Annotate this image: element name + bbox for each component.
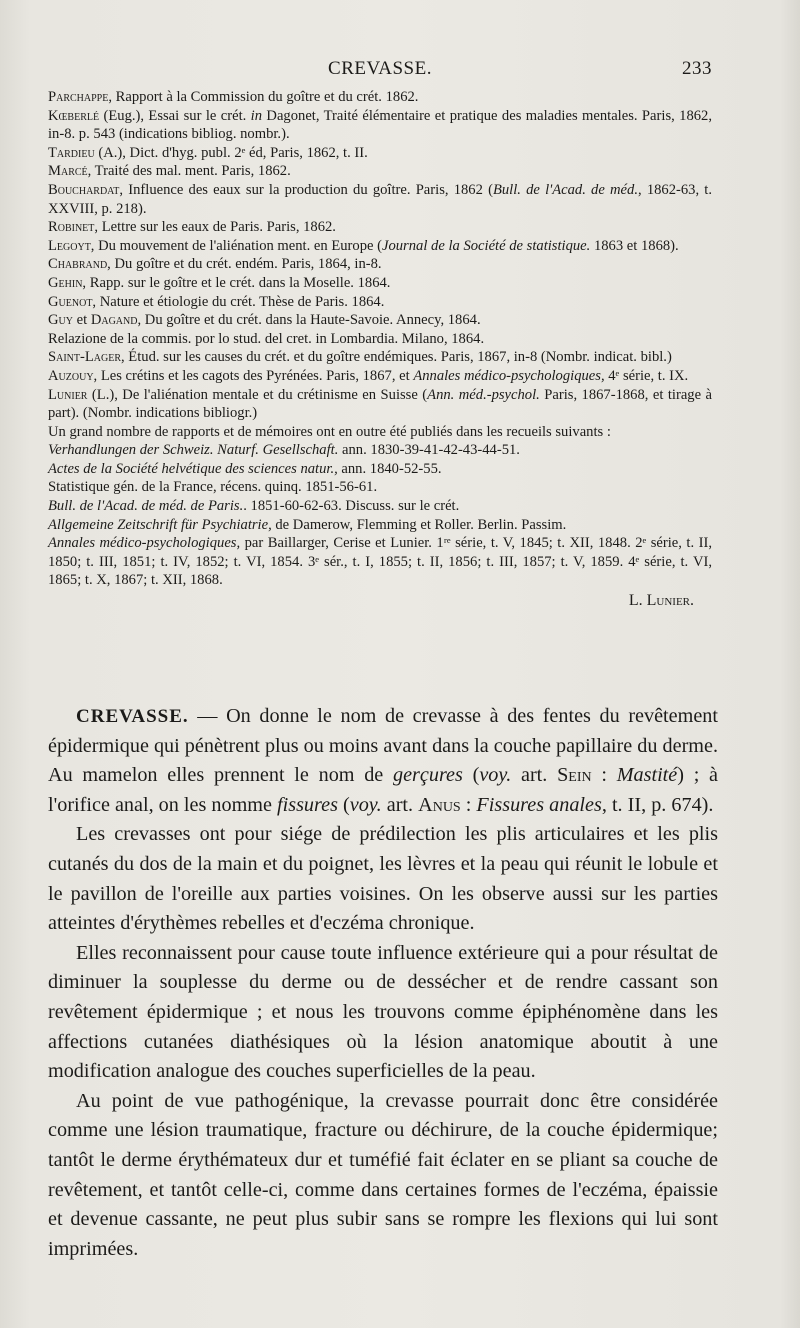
entry-text: Rapp. sur le goître et le crét. dans la Moselle. 1864.	[86, 274, 391, 291]
entry-italic-title: Actes de la Société helvétique des sciences natur.,	[48, 460, 338, 477]
entry-italic-title: Annales médico-psychologiques,	[413, 367, 605, 384]
bibliography-entry	[48, 516, 712, 535]
entry-text: de Damerow, Flemming et Roller. Berlin. Passim.	[271, 516, 567, 533]
bibliography-entry	[48, 311, 712, 330]
running-header	[48, 58, 712, 88]
entry-text: , 1862-63, t. XXVIII, p. 218).	[48, 181, 712, 217]
article-paragraph-3: Elles reconnaissent pour cause toute influence extérieure qui a pour résultat de diminuer la souplesse du derme ou de dessécher et de rendre cassant son revêtement épidermique ; et nous les trouvons comme épiphénomène dans les affections cutanées diathésiques où la lésion anatomique aboutit à une modification analogue des couches superficielles de la peau.	[48, 941, 718, 1083]
entry-italic-title: Bull. de l'Acad. de méd.	[492, 181, 638, 198]
paragraph-text: ) ; à l'orifice anal, on les nomme	[48, 764, 719, 816]
article-paragraph-4: Au point de vue pathogénique, la crevasse pourrait donc être considérée comme une lésion traumatique, fracture ou déchirure, de la couche épidermique; tantôt le derme érythémateux dur et tuméfié fait éclater en se pliant sa couche de revêtement, et tantôt celle-ci, comme dans certaines formes de l'eczéma, épaissie et devenue cassante, ne peut plus subir sans se rompre les flexions qui lui sont imprimées.	[48, 1089, 718, 1260]
entry-text: Étud. sur les causes du crét. et du goître endémiques. Paris, 1867, in-8 (Nombr. indicat. bibl.)	[124, 349, 672, 366]
page-number: 233	[682, 58, 712, 79]
bibliography-entry	[48, 441, 712, 460]
entry-text: Relazione de la commis. por lo stud. del cret. in Lombardia. Milano, 1864.	[48, 330, 485, 347]
entry-author: Chabrand,	[48, 256, 111, 273]
italic-term: fissures	[277, 793, 338, 816]
italic-term: voy.	[349, 793, 382, 816]
bibliography-entry	[48, 181, 712, 218]
italic-term: gerçures	[392, 764, 463, 787]
entry-text: Du goître et du crét. endém. Paris, 1864, in-8.	[110, 256, 382, 273]
entry-text: Du goître et du crét. dans la Haute-Savoie. Annecy, 1864.	[141, 312, 481, 329]
entry-text: Statistique gén. de la France, récens. quinq. 1851-56-61.	[48, 479, 378, 496]
entry-text: Les crétins et les cagots des Pyrénées. Paris, 1867, et	[97, 367, 414, 384]
entry-text: Un grand nombre de rapports et de mémoires ont en outre été publiés dans les recueils suivants :	[48, 423, 611, 440]
entry-text: (A.), Dict. d'hyg. publ. 2ᵉ éd, Paris, 1862, t. II.	[94, 144, 368, 161]
bibliography-entry	[48, 144, 712, 163]
bibliography-entry	[48, 386, 712, 423]
bibliography-entry	[48, 478, 712, 497]
entry-author: Marcé,	[48, 163, 92, 180]
bibliography-entry	[48, 274, 712, 293]
entry-author: Lunier	[48, 386, 88, 403]
article-paragraph-1	[48, 702, 718, 820]
paragraph-text: :	[460, 793, 477, 816]
entry-italic-title: Journal de la Société de statistique.	[381, 237, 591, 254]
entry-author: Tardieu	[48, 144, 95, 161]
paragraph-text: (	[462, 764, 480, 787]
paragraph-text: art.	[381, 793, 419, 816]
entry-author: Bouchardat,	[48, 181, 124, 198]
article-paragraph-2: Les crevasses ont pour siége de prédilection les plis articulaires et les plis cutanés du dos de la main et du poignet, les lèvres et la peau qui réunit le lobule et le pavillon de l'oreille aux parties voisines. On les observe aussi sur les parties atteintes d'érythèmes rebelles et d'eczéma chronique.	[48, 823, 718, 935]
entry-text: et	[72, 312, 91, 329]
cross-reference: Sein	[557, 764, 592, 787]
bibliography-entry	[48, 88, 712, 107]
bibliography-entry	[48, 237, 712, 256]
author-signature: L. Lunier.	[628, 592, 694, 610]
entry-author: Saint-Lager,	[48, 349, 125, 366]
bibliography-entry	[48, 423, 712, 442]
entry-author: Guenot,	[48, 293, 97, 310]
entry-author: Robinet,	[48, 219, 99, 236]
entry-author: Kœberlé	[48, 107, 100, 124]
entry-author: Legoyt,	[48, 237, 95, 254]
bibliography-entry	[48, 293, 712, 312]
entry-text: Du mouvement de l'aliénation ment. en Europe (	[94, 237, 382, 254]
bibliography-list	[48, 88, 712, 611]
bibliography-entry	[48, 460, 712, 479]
entry-text: . 1851-60-62-63. Discuss. sur le crét.	[243, 498, 460, 515]
entry-italic-title: Bull. de l'Acad. de méd. de Paris.	[48, 498, 244, 515]
entry-author: Auzouy,	[48, 367, 98, 384]
entry-text: Nature et étiologie du crét. Thèse de Paris. 1864.	[96, 293, 385, 310]
entry-italic-title: Verhandlungen der Schweiz. Naturf. Gesellschaft.	[48, 442, 339, 459]
entry-text: Dagonet, Traité élémentaire et pratique des maladies mentales. Paris, 1862, in-8. p. 543 (indications bibliog. nombr.).	[48, 107, 712, 143]
paragraph-text: (	[337, 793, 350, 816]
entry-author: Dagand,	[90, 312, 142, 329]
article-crevasse	[48, 702, 718, 1264]
entry-italic-title: Annales médico-psychologiques,	[48, 535, 241, 552]
entry-text: Paris, 1867-1868, et tirage à part). (Nombr. indications bibliogr.)	[48, 386, 712, 422]
entry-text: (Eug.), Essai sur le crét.	[99, 107, 251, 124]
paragraph-text: , t. II, p. 674).	[601, 793, 714, 816]
bibliography-entries	[48, 88, 712, 590]
entry-text: ann. 1840-52-55.	[337, 460, 442, 477]
article-headword: CREVASSE.	[76, 706, 189, 727]
paragraph-text: — On donne le nom de crevasse à des fentes du revêtement épidermique qui pénètrent plus ou moins avant dans la couche papillaire du derme. Au mamelon elles prennent le nom de	[48, 705, 718, 787]
italic-term: Fissures anales	[476, 793, 602, 816]
entry-text: Influence des eaux sur la production du goître. Paris, 1862 (	[123, 181, 493, 198]
bibliography-entry	[48, 162, 712, 181]
bibliography-entry	[48, 255, 712, 274]
bibliography-entry	[48, 348, 712, 367]
entry-text: Traité des mal. ment. Paris, 1862.	[91, 163, 291, 180]
entry-author: Gehin,	[48, 274, 87, 291]
bibliography-entry	[48, 367, 712, 386]
bibliography-entry	[48, 107, 712, 144]
entry-text: Rapport à la Commission du goître et du crét. 1862.	[112, 89, 419, 105]
entry-text: Lettre sur les eaux de Paris. Paris, 1862.	[98, 219, 336, 236]
bibliography-entry	[48, 497, 712, 516]
entry-italic-title: Allgemeine Zeitschrift für Psychiatrie,	[48, 516, 272, 533]
italic-term: voy.	[479, 764, 512, 787]
cross-reference: Anus	[418, 793, 461, 816]
entry-text: (L.), De l'aliénation mentale et du crétinisme en Suisse (	[87, 386, 428, 403]
paragraph-text: art.	[511, 764, 558, 787]
bibliography-entry	[48, 534, 712, 590]
running-title: CREVASSE.	[328, 58, 432, 79]
entry-text: par Baillarger, Cerise et Lunier. 1ʳᵉ série, t. V, 1845; t. XII, 1848. 2ᵉ série, t. II, 1850; t. III, 1851; t. IV, 1852; t. VI, 1854. 3ᵉ sér., t. I, 1855; t. II, 1856; t. III, 1857; t. V, 1859. 4ᵉ série, t. VI, 1865; t. X, 1867; t. XII, 1868.	[48, 535, 712, 589]
entry-author: Guy	[48, 312, 73, 329]
bibliography-entry	[48, 330, 712, 349]
entry-author: Parchappe,	[48, 89, 113, 105]
entry-italic-title: in	[250, 107, 263, 124]
paragraph-text: :	[591, 764, 617, 787]
entry-italic-title: Ann. méd.-psychol.	[427, 386, 540, 403]
entry-text: 1863 et 1868).	[590, 237, 679, 254]
italic-term: Mastité	[616, 764, 678, 787]
entry-text: 4ᵉ série, t. IX.	[604, 367, 689, 384]
bibliography-entry	[48, 218, 712, 237]
entry-text: ann. 1830-39-41-42-43-44-51.	[338, 442, 520, 459]
